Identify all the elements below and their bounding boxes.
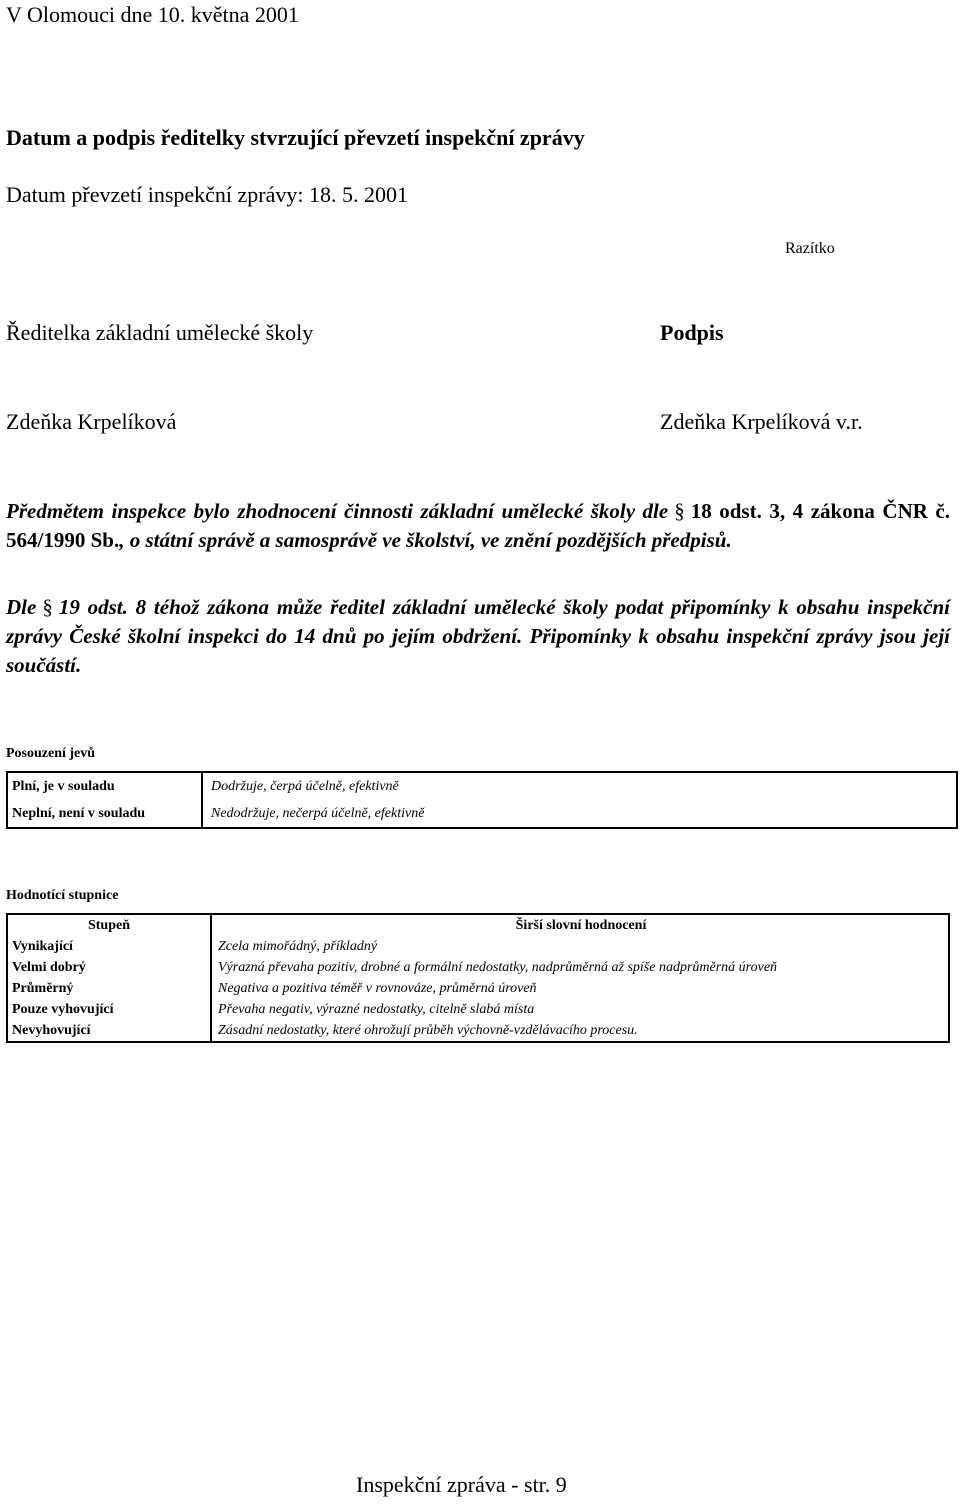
col-header-degree: Stupeň (7, 914, 211, 936)
assessment-title: Posouzení jevů (6, 746, 96, 761)
legal-p2-a: Dle (6, 595, 37, 619)
section-sign: § (674, 499, 685, 523)
page-footer: Inspekční zpráva - str. 9 (356, 1472, 567, 1497)
assessment-term: Plní, je v souladu (7, 772, 202, 800)
section-sign: § (42, 595, 53, 619)
scale-degree: Průměrný (7, 978, 211, 999)
table-row (7, 772, 957, 800)
scale-description: Výrazná převaha pozitiv, drobné a formální nedostatky, nadprůměrná až spíše nadprůměrná úroveň (218, 959, 778, 975)
table-row (7, 1020, 949, 1042)
assessment-table (6, 771, 958, 829)
assessment-meaning: Dodržuje, čerpá účelně, efektivně (211, 778, 399, 794)
scale-degree: Nevyhovující (7, 1020, 211, 1042)
legal-paragraph-1 (6, 497, 950, 555)
place-date: V Olomouci dne 10. května 2001 (6, 2, 299, 27)
scale-description: Převaha negativ, výrazné nedostatky, citelně slabá místa (218, 1001, 535, 1017)
receipt-date: 18. 5. 2001 (309, 182, 409, 207)
legal-p1-c: , o státní správě a samosprávě ve školství, ve znění pozdějších předpisů. (119, 528, 732, 552)
director-name: Zdeňka Krpelíková (6, 409, 177, 434)
receipt-label: Datum převzetí inspekční zprávy: (6, 182, 304, 207)
table-row (7, 999, 949, 1020)
receipt-line (6, 182, 408, 208)
scale-degree: Pouze vyhovující (7, 999, 211, 1020)
table-row (7, 957, 949, 978)
scale-title: Hodnotící stupnice (6, 888, 119, 903)
legal-paragraph-2 (6, 593, 950, 680)
table-row (7, 936, 949, 957)
scale-table (6, 913, 950, 1043)
signature-heading: Datum a podpis ředitelky stvrzující převzetí inspekční zprávy (6, 125, 585, 150)
legal-p1-b: 18 odst. 3, 4 zákona ČNR č. 564/1990 Sb. (6, 499, 951, 552)
legal-p1-a: Předmětem inspekce bylo zhodnocení činnosti základní umělecké školy dle (6, 499, 669, 523)
legal-p2-b: 19 odst. 8 téhož zákona může ředitel základní umělecké školy podat připomínky k obsahu inspekční zprávy České školní inspekci do 14 dnů po jejím obdržení. Připomínky k obsahu inspekční zprávy jsou její součástí. (6, 595, 950, 677)
stamp-label: Razítko (785, 240, 835, 257)
signature-text: Zdeňka Krpelíková v.r. (660, 409, 863, 434)
col-header-description: Širší slovní hodnocení (515, 917, 647, 933)
table-row (7, 800, 957, 828)
assessment-meaning: Nedodržuje, nečerpá účelně, efektivně (211, 805, 425, 821)
role-label: Ředitelka základní umělecké školy (6, 320, 314, 345)
podpis-label: Podpis (660, 320, 724, 345)
assessment-term: Neplní, není v souladu (7, 800, 202, 828)
scale-description: Zcela mimořádný, příkladný (218, 938, 378, 954)
scale-degree: Vynikající (7, 936, 211, 957)
table-row (7, 978, 949, 999)
scale-description: Zásadní nedostatky, které ohrožují průběh výchovně-vzdělávacího procesu. (218, 1022, 638, 1038)
table-header-row (7, 914, 949, 936)
scale-description: Negativa a pozitiva téměř v rovnováze, průměrná úroveň (218, 980, 537, 996)
scale-degree: Velmi dobrý (7, 957, 211, 978)
